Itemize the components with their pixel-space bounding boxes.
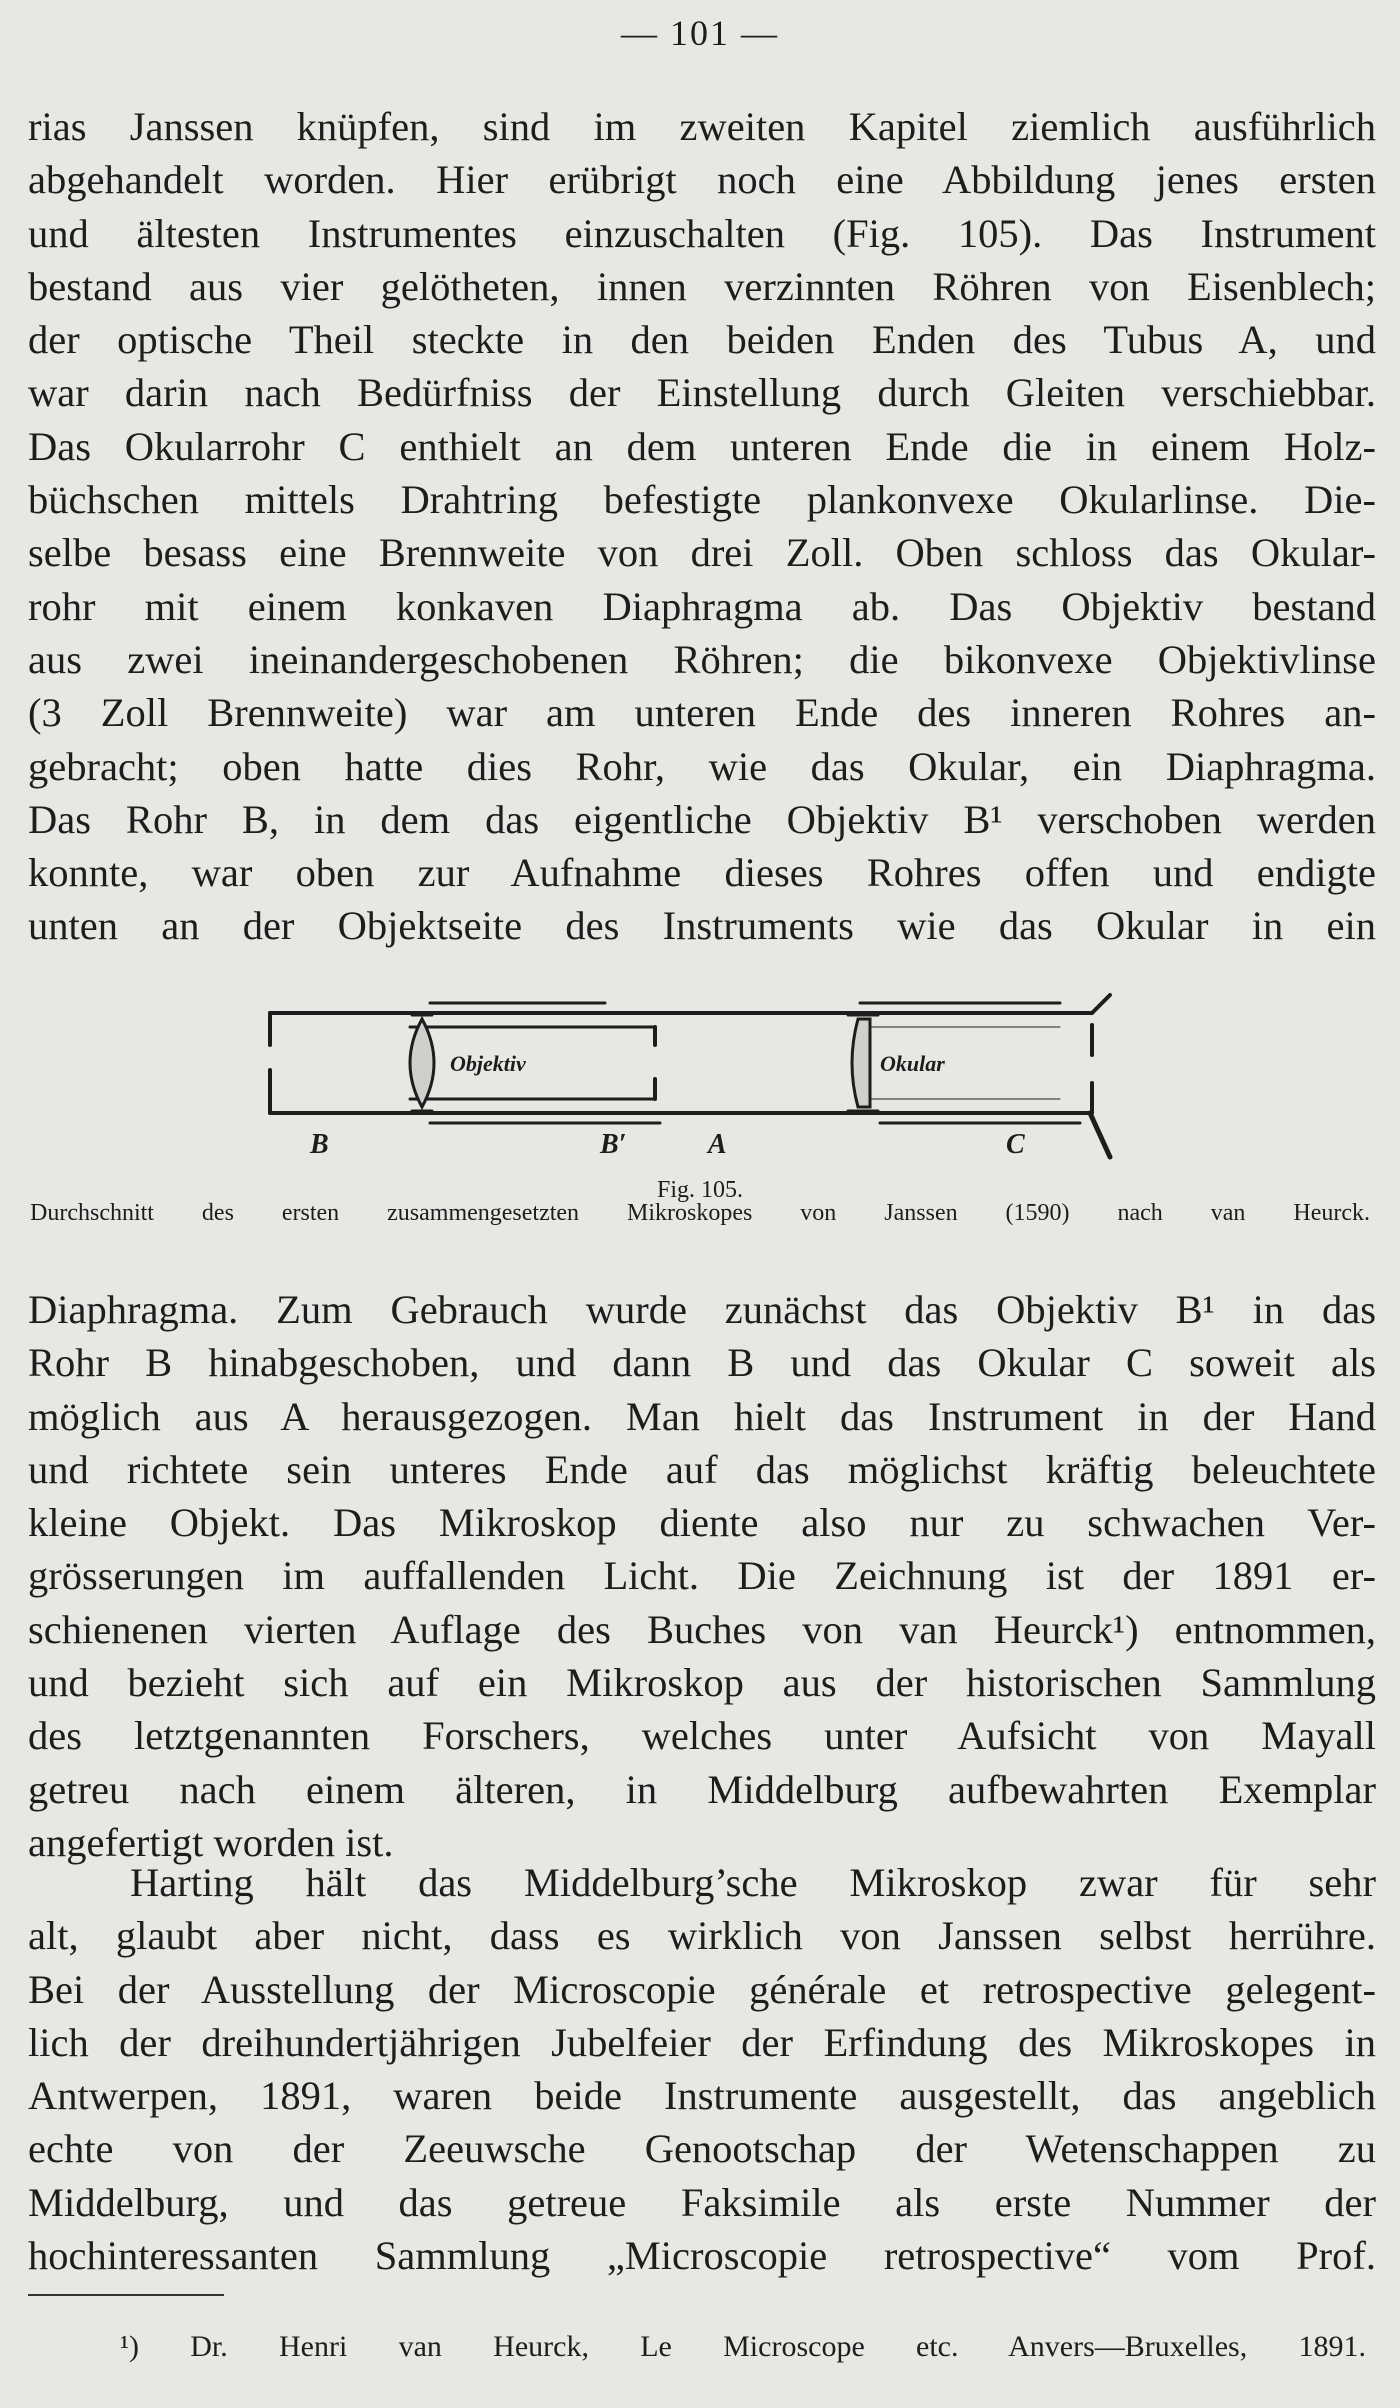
text-line: der optische Theil steckte in den beiden Enden des Tubus A, und xyxy=(28,317,1376,363)
text-line: angefertigt worden ist. xyxy=(28,1819,394,1865)
text-line: echte von der Zeeuwsche Genootschap der Wetenschappen zu xyxy=(28,2126,1376,2172)
text-line: Rohr B hinabgeschoben, und dann B und das Okular C soweit als xyxy=(28,1340,1376,1386)
text-line: Harting hält das Middelburg’sche Mikroskop zwar für sehr xyxy=(130,1860,1376,1905)
page-number: — 101 — xyxy=(621,13,779,53)
text-line: bestand aus vier gelötheten, innen verzinnten Röhren von Eisenblech; xyxy=(28,263,1376,309)
label-b-prime: B′ xyxy=(600,1129,627,1160)
text-line: selbe besass eine Brennweite von drei Zoll. Oben schloss das Okular- xyxy=(28,530,1376,576)
microscope-diagram xyxy=(0,985,1400,1185)
text-line: schienenen vierten Auflage des Buches von van Heurck¹) entnommen, xyxy=(28,1606,1376,1652)
text-line: Middelburg, und das getreue Faksimile als erste Nummer der xyxy=(28,2179,1376,2225)
label-a: A xyxy=(708,1129,727,1160)
text-line: Das Okularrohr C enthielt an dem unteren Ende die in einem Holz- xyxy=(28,423,1376,469)
label-okular: Okular xyxy=(880,1051,945,1076)
text-line: hochinteressanten Sammlung „Microscopie retrospective“ vom Prof. xyxy=(28,2233,1376,2279)
footnote-rule xyxy=(28,2294,224,2296)
eyepiece-flare-bottom xyxy=(1090,1113,1110,1157)
eyepiece-lens xyxy=(852,1019,870,1107)
text-line: und bezieht sich auf ein Mikroskop aus der historischen Sammlung xyxy=(28,1660,1376,1706)
text-line: Das Rohr B, in dem das eigentliche Objektiv B¹ verschoben werden xyxy=(28,796,1376,842)
text-line: konnte, war oben zur Aufnahme dieses Rohres offen und endigte xyxy=(28,850,1376,896)
eyepiece-flare-top xyxy=(1092,995,1110,1013)
text-line: war darin nach Bedürfniss der Einstellung durch Gleiten verschiebbar. xyxy=(28,370,1376,416)
objective-lens xyxy=(410,1019,434,1107)
text-line: unten an der Objektseite des Instruments wie das Okular in ein xyxy=(28,903,1376,949)
text-line: und ältesten Instrumentes einzuschalten (Fig. 105). Das Instrument xyxy=(28,210,1376,256)
text-line: gebracht; oben hatte dies Rohr, wie das Okular, ein Diaphragma. xyxy=(28,743,1376,789)
text-line: Bei der Ausstellung der Microscopie générale et retrospective gelegent- xyxy=(28,1966,1376,2012)
footnote: ¹) Dr. Henri van Heurck, Le Microscope etc. Anvers—Bruxelles, 1891. xyxy=(120,2330,1366,2363)
text-line: rias Janssen knüpfen, sind im zweiten Kapitel ziemlich ausführlich xyxy=(28,104,1376,149)
text-line: abgehandelt worden. Hier erübrigt noch eine Abbildung jenes ersten xyxy=(28,157,1376,203)
paragraph-bottom xyxy=(28,1856,1376,2282)
figure-105 xyxy=(0,985,1400,1230)
text-line: grösserungen im auffallenden Licht. Die Zeichnung ist der 1891 er- xyxy=(28,1553,1376,1599)
text-line: (3 Zoll Brennweite) war am unteren Ende des inneren Rohres an- xyxy=(28,690,1376,736)
text-line: getreu nach einem älteren, in Middelburg aufbewahrten Exemplar xyxy=(28,1766,1376,1812)
text-line: rohr mit einem konkaven Diaphragma ab. Das Objektiv bestand xyxy=(28,583,1376,629)
text-line: alt, glaubt aber nicht, dass es wirklich von Janssen selbst herrühre. xyxy=(28,1913,1376,1959)
text-line: möglich aus A herausgezogen. Man hielt das Instrument in der Hand xyxy=(28,1393,1376,1439)
paragraph-top xyxy=(28,100,1376,953)
figure-number: Fig. 105. xyxy=(656,1177,743,1203)
text-line: büchschen mittels Drahtring befestigte plankonvexe Okularlinse. Die- xyxy=(28,477,1376,523)
label-b: B xyxy=(310,1129,329,1160)
text-line: und richtete sein unteres Ende auf das möglichst kräftig beleuchtete xyxy=(28,1446,1376,1492)
text-line: Antwerpen, 1891, waren beide Instrumente ausgestellt, das angeblich xyxy=(28,2073,1376,2119)
text-line: Diaphragma. Zum Gebrauch wurde zunächst das Objektiv B¹ in das xyxy=(28,1287,1376,1332)
label-c: C xyxy=(1006,1129,1025,1160)
text-line: lich der dreihundertjährigen Jubelfeier der Erfindung des Mikroskopes in xyxy=(28,2019,1376,2065)
figure-caption: Durchschnitt des ersten zusammengesetzten Mikroskopes von Janssen (1590) nach van Heurck. xyxy=(30,1200,1370,1226)
text-line: des letztgenannten Forschers, welches unter Aufsicht von Mayall xyxy=(28,1713,1376,1759)
label-objektiv: Objektiv xyxy=(450,1051,526,1076)
text-line: kleine Objekt. Das Mikroskop diente also nur zu schwachen Ver- xyxy=(28,1500,1376,1546)
text-line: aus zwei ineinandergeschobenen Röhren; die bikonvexe Objektivlinse xyxy=(28,636,1376,682)
paragraph-middle xyxy=(28,1283,1376,1869)
